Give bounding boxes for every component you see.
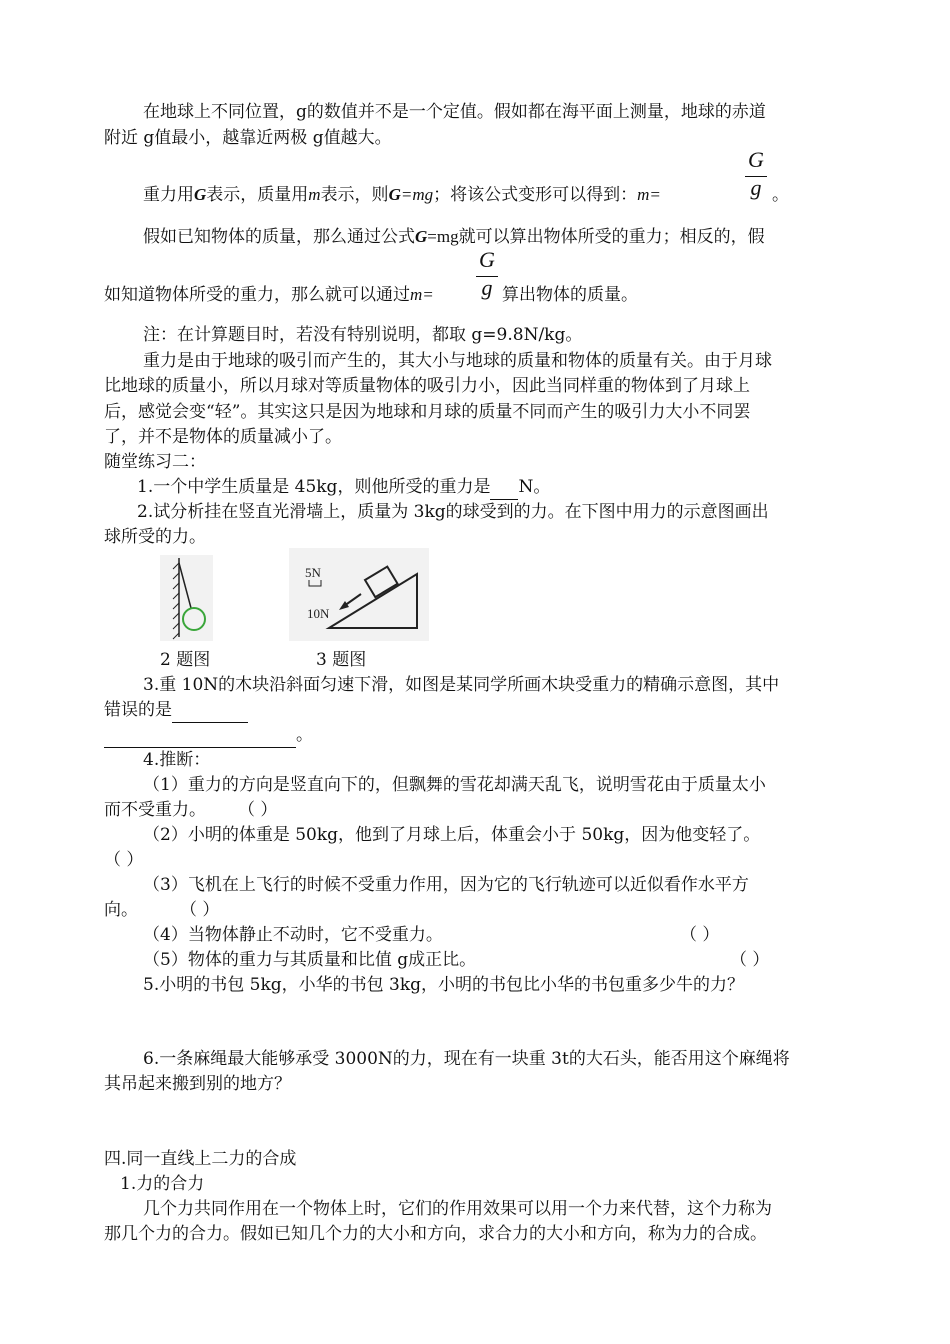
- formula-text-mid1: 表示，质量用: [206, 185, 309, 205]
- q4-item-3-line-1: （3）飞机在上飞行的时候不受重力作用，因为它的飞行轨迹可以近似看作水平方: [143, 875, 749, 895]
- q4-item-4-answer[interactable]: （ ）: [680, 925, 720, 945]
- question-3-line-2: [104, 698, 248, 723]
- formula-text-mid3: ；将该公式变形可以得到：: [433, 185, 638, 205]
- question-6-line-1: 6.一条麻绳最大能够承受 3000N的力，现在有一块重 3t的大石头，能否用这个麻绳将: [143, 1049, 790, 1069]
- q4-item-2: （2）小明的体重是 50kg，他到了月球上后，体重会小于 50kg，因为他变轻了。: [143, 825, 761, 845]
- q4-item-5-answer[interactable]: （ ）: [730, 950, 770, 970]
- moon-line-1: 重力是由于地球的吸引而产生的，其大小与地球的质量和物体的质量有关。由于月球: [143, 351, 772, 371]
- wall-ball-diagram: [160, 555, 213, 641]
- formula-text-pre: 重力用: [143, 185, 194, 205]
- usage-symbol-G: G: [415, 227, 428, 246]
- question-2-line-2: 球所受的力。: [104, 527, 206, 547]
- fraction-denominator-g: g: [750, 175, 762, 200]
- formula-paragraph: [143, 183, 661, 207]
- moon-line-4: 了，并不是物体的质量减小了。: [104, 427, 342, 447]
- question-3-line-1: 3.重 10N的木块沿斜面匀速下滑，如图是某同学所画木块受重力的精确示意图，其中: [143, 675, 780, 695]
- subsection-1-title: 1.力的合力: [120, 1174, 205, 1194]
- question-2-line-1: 2.试分析挂在竖直光滑墙上，质量为 3kg的球受到的力。在下图中用力的示意图画出: [137, 502, 769, 522]
- usage-line-1: [143, 225, 765, 249]
- formula-text-mid2: 表示，则: [320, 185, 389, 205]
- usage-line-2-end: 算出物体的质量。: [502, 285, 638, 305]
- figure-3-caption: 3 题图: [316, 650, 367, 670]
- question-1: [137, 475, 550, 500]
- answer-blank-3a[interactable]: [172, 698, 248, 723]
- moon-line-3: 后，感觉会变“轻”。其实这只是因为地球和月球的质量不同而产生的吸引力大小不同罢: [104, 402, 751, 422]
- usage-text-pre: 假如已知物体的质量，那么通过公式: [143, 227, 415, 247]
- q4-item-1-answer[interactable]: （ ）: [238, 800, 278, 820]
- formula-end: 。: [772, 185, 789, 205]
- symbol-G: G: [194, 185, 207, 204]
- moon-line-2: 比地球的质量小，所以月球对等质量物体的吸引力小，因此当同样重的物体到了月球上: [104, 376, 750, 396]
- usage-m-equals: m=: [410, 285, 434, 304]
- usage-line-2-text: 如知道物体所受的重力，那么就可以通过: [104, 285, 410, 305]
- g-variation-line-1: 在地球上不同位置，g的数值并不是一个定值。假如都在海平面上测量，地球的赤道: [143, 102, 766, 122]
- resultant-line-2: 那几个力的合力。假如已知几个力的大小和方向，求合力的大小和方向，称为力的合成。: [104, 1224, 767, 1244]
- resultant-line-1: 几个力共同作用在一个物体上时，它们的作用效果可以用一个力来代替，这个力称为: [143, 1199, 772, 1219]
- figure-3-block-on-incline: [289, 548, 429, 641]
- usage-line-2-pre: [104, 283, 434, 307]
- question-1-text: 1.一个中学生质量是 45kg，则他所受的重力是: [137, 477, 491, 497]
- usage-fraction-denominator: g: [481, 275, 493, 300]
- note: 注：在计算题目时，若没有特别说明，都取 g=9.8N/kg。: [143, 325, 583, 345]
- q4-item-4: （4）当物体静止不动时，它不受重力。: [143, 925, 443, 945]
- q4-item-1-line-1: （1）重力的方向是竖直向下的，但飘舞的雪花却满天乱飞，说明雪花由于质量太小: [143, 775, 766, 795]
- question-3-text: 错误的是: [104, 700, 172, 720]
- equation-rest: =mg: [400, 185, 434, 204]
- usage-fraction-numerator: G: [479, 247, 495, 272]
- scale-label: 5N: [305, 565, 321, 580]
- answer-blank-3b[interactable]: [104, 723, 296, 748]
- q4-item-1-line-2: 而不受重力。: [104, 800, 206, 820]
- q4-item-3-line-2: 向。: [104, 900, 138, 920]
- force-label: 10N: [307, 606, 330, 621]
- question-6-line-2: 其吊起来搬到别的地方？: [104, 1074, 291, 1094]
- question-4-title: 4.推断：: [143, 750, 211, 770]
- answer-blank-1[interactable]: [490, 475, 518, 500]
- figure-2-ball-on-wall: [160, 555, 213, 641]
- question-3-line-3: [104, 723, 313, 748]
- usage-text-rest: =mg就可以算出物体所受的重力；相反的，假: [427, 227, 765, 246]
- symbol-m: m: [308, 185, 321, 204]
- g-variation-line-2: 附近 g值最小，越靠近两极 g值越大。: [104, 128, 392, 148]
- fraction-numerator-G: G: [748, 147, 764, 172]
- question-1-unit: N。: [518, 477, 551, 497]
- q4-item-5: （5）物体的重力与其质量和比值 g成正比。: [143, 950, 477, 970]
- question-3-end: 。: [296, 725, 313, 745]
- section-4-title: 四.同一直线上二力的合成: [104, 1149, 297, 1169]
- formula-m-equals: m=: [637, 185, 661, 204]
- equation-G: G: [388, 185, 401, 204]
- figure-2-caption: 2 题图: [160, 650, 211, 670]
- practice-title: 随堂练习二：: [104, 452, 206, 472]
- question-5: 5.小明的书包 5kg，小华的书包 3kg，小明的书包比小华的书包重多少牛的力？: [143, 975, 745, 995]
- incline-diagram: [289, 548, 429, 641]
- q4-item-2-answer[interactable]: （ ）: [104, 850, 144, 870]
- q4-item-3-answer[interactable]: （ ）: [180, 900, 220, 920]
